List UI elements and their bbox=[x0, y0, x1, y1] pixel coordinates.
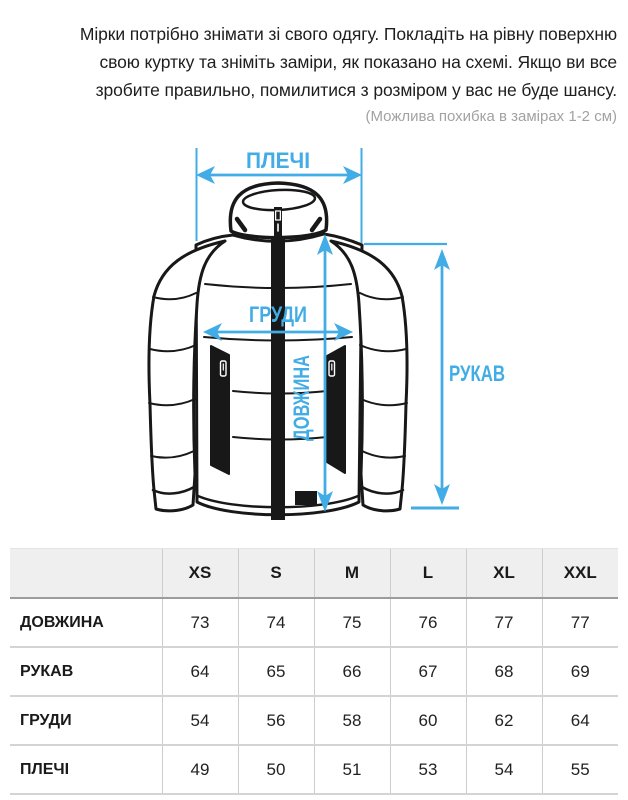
instructions-line: зробите правильно, помилитися з розміром у вас не буде шансу. bbox=[95, 80, 617, 100]
size-cell: 65 bbox=[238, 647, 314, 696]
jacket-measurement-diagram bbox=[0, 144, 628, 548]
zipper-band bbox=[271, 233, 285, 520]
row-label: ГРУДИ bbox=[10, 696, 162, 745]
size-cell: 75 bbox=[314, 598, 390, 647]
size-row-sleeve bbox=[10, 647, 618, 696]
size-table-header-row bbox=[10, 549, 618, 599]
size-cell: 51 bbox=[314, 745, 390, 794]
size-cell: 77 bbox=[466, 598, 542, 647]
size-cell: 69 bbox=[542, 647, 618, 696]
instructions-line: свою куртку та зніміть заміри, як показано на схемі. Якщо ви все bbox=[99, 52, 617, 72]
size-cell: 54 bbox=[466, 745, 542, 794]
size-column-header: XL bbox=[466, 549, 542, 599]
size-cell: 62 bbox=[466, 696, 542, 745]
size-cell: 77 bbox=[542, 598, 618, 647]
instructions-line: Мірки потрібно знімати зі свого одягу. Покладіть на рівну поверхню bbox=[79, 24, 617, 44]
size-cell: 74 bbox=[238, 598, 314, 647]
size-column-header: M bbox=[314, 549, 390, 599]
size-cell: 55 bbox=[542, 745, 618, 794]
hem-label-patch bbox=[295, 491, 317, 505]
size-cell: 56 bbox=[238, 696, 314, 745]
size-cell: 50 bbox=[238, 745, 314, 794]
size-row-length bbox=[10, 598, 618, 647]
size-cell: 73 bbox=[162, 598, 238, 647]
size-column-header: XXL bbox=[542, 549, 618, 599]
size-cell: 66 bbox=[314, 647, 390, 696]
measuring-instructions bbox=[0, 20, 617, 104]
size-row-shoulders bbox=[10, 745, 618, 794]
size-row-chest bbox=[10, 696, 618, 745]
shoulders-label: ПЛЕЧІ bbox=[246, 148, 310, 173]
size-cell: 67 bbox=[390, 647, 466, 696]
size-column-header: S bbox=[238, 549, 314, 599]
size-cell: 53 bbox=[390, 745, 466, 794]
size-table bbox=[10, 548, 618, 795]
size-cell: 64 bbox=[162, 647, 238, 696]
size-cell: 60 bbox=[390, 696, 466, 745]
tolerance-note: (Можлива похибка в замірах 1-2 см) bbox=[365, 108, 617, 125]
size-table-corner-cell bbox=[10, 549, 162, 599]
size-cell: 54 bbox=[162, 696, 238, 745]
chest-label: ГРУДИ bbox=[249, 302, 307, 327]
size-cell: 68 bbox=[466, 647, 542, 696]
sleeve-label: РУКАВ bbox=[449, 361, 505, 386]
row-label: ПЛЕЧІ bbox=[10, 745, 162, 794]
size-cell: 58 bbox=[314, 696, 390, 745]
length-label: ДОВЖИНА bbox=[289, 325, 314, 441]
size-cell: 64 bbox=[542, 696, 618, 745]
row-label: РУКАВ bbox=[10, 647, 162, 696]
size-column-header: XS bbox=[162, 549, 238, 599]
size-cell: 49 bbox=[162, 745, 238, 794]
jacket-illustration bbox=[149, 183, 407, 520]
row-label: ДОВЖИНА bbox=[10, 598, 162, 647]
size-cell: 76 bbox=[390, 598, 466, 647]
size-column-header: L bbox=[390, 549, 466, 599]
